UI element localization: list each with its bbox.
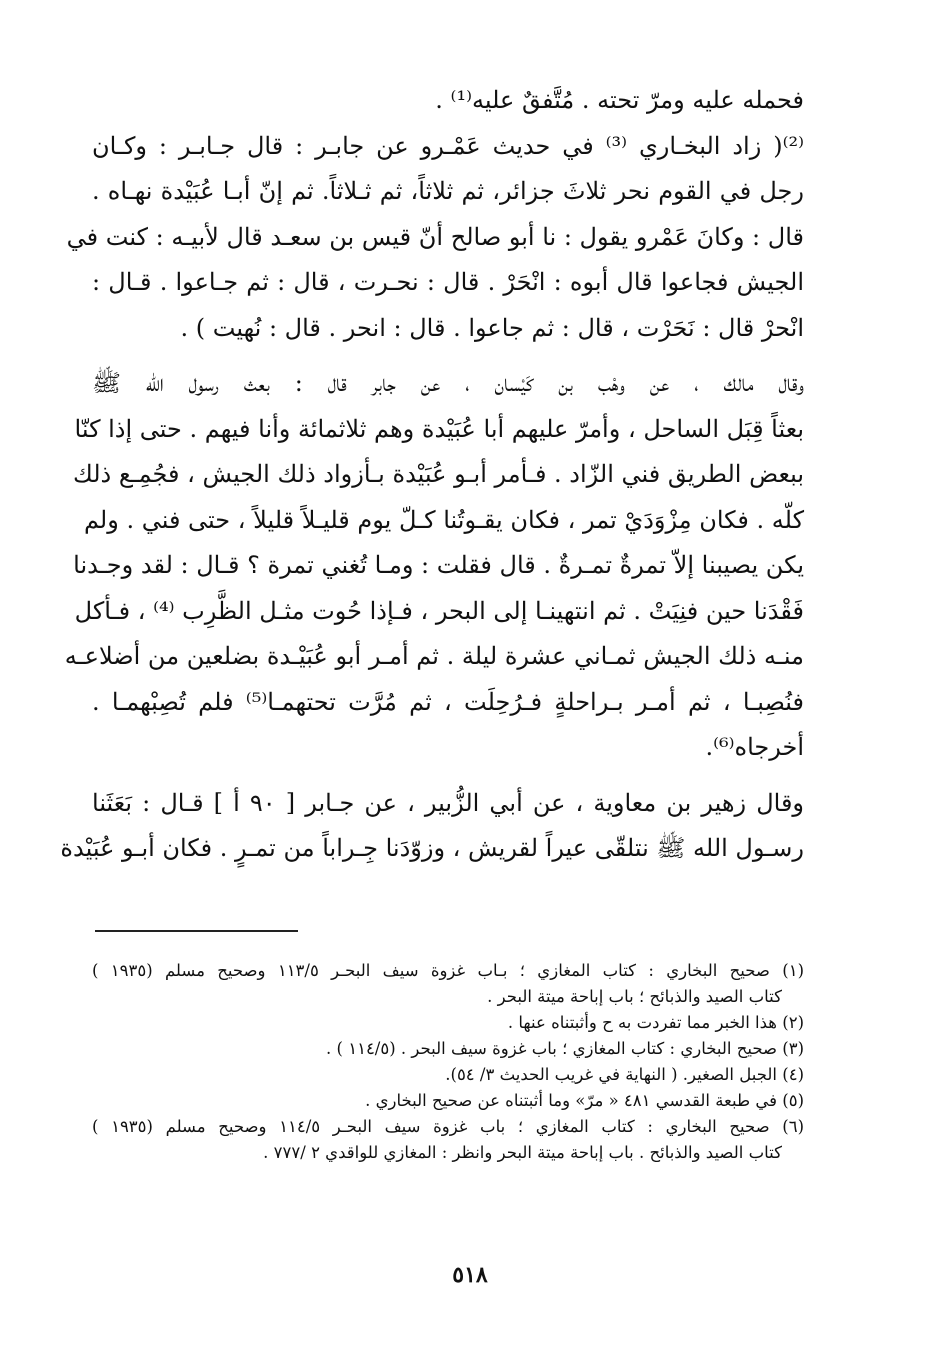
text-line: رجل في القوم نحر ثلاثَ جزائر، ثم ثلاثاً، ثم ثـلاثاً. ثم إنّ أبـا عُبَيْدة نهـاه .	[92, 177, 804, 205]
footnotes	[92, 958, 804, 1166]
text-line: ⁽²⁾( زاد البخـاري ⁽³⁾ في حديث عَمْـرو عن جابـر : قال جـابـر : وكـان	[92, 131, 805, 160]
text-line: رسـول الله ﷺ نتلقّى عيراً لقريش ، وزوّدَنا جِـراباً من تمـرٍ . فكان أبـو عُبَيْدة	[60, 834, 804, 862]
text-line: فحمله عليه ومرّ تحته . مُتَّفقٌ عليه⁽¹⁾ .	[435, 86, 804, 114]
footnote-1-continuation: كتاب الصيد والذبائح ؛ باب إباحة ميتة البحر .	[487, 987, 782, 1006]
paragraph-4	[60, 781, 805, 872]
text-line: قال : وكانَ عَمْرو يقول : نا أبو صالح أنّ قيس بن سعـد قال لأبيـه : كنت في	[66, 222, 804, 251]
paragraph-gap	[92, 351, 804, 361]
footnote-2: (٢) هذا الخبر مما تفردت به ح وأثبتناه عنها .	[507, 1013, 804, 1032]
footnote-6-continuation: كتاب الصيد والذبائح . باب إباحة ميتة البحر وانظر : المغازي للواقدي ٢ /٧٧٧ .	[263, 1143, 782, 1162]
footnote-4: (٤) الجبل الصغير. ( النهاية في غريب الحديث ٣/ ٥٤).	[445, 1065, 804, 1084]
text-line: منـه ذلك الجيش ثمـاني عشرة ليلة . ثم أمـر أبو عُبَيْـدة بضلعين من أضلاعـه	[64, 642, 804, 670]
text-line: وقال مالك ، عن وهْب بن كَيْسان ، عن جابر قال : بعث رسول الله ﷺ	[92, 369, 804, 397]
footnote-separator	[95, 930, 298, 932]
text-line: الجيش فجاعوا قال أبوه : انْحَرْ . قال : نحـرت ، قال : ثم جـاعوا . قـال :	[92, 268, 804, 296]
text-line: فَقْدَنا حين فنِيَتْ . ثم انتهينـا إلى البحر ، فـإذا حُوت مثـل الظَّرِب ⁽⁴⁾ ، فـأكل	[74, 596, 804, 625]
text-line: وقال زهير بن معاوية ، عن أبي الزُّبير ، عن جـابر [ ٩٠ أ ] قـال : بَعَثَنا	[92, 788, 805, 817]
text-line: يكن يصيبنا إلاّ تمرةٌ تمـرةٌ . قال فقلت : ومـا تُغني تمرة ؟ قـال : لقد وجـدنا	[73, 551, 804, 579]
text-line: ببعض الطريق فني الزّاد . فـأمر أبـو عُبَيْدة بـأزواد ذلك الجيش ، فجُمِـع ذلك	[73, 460, 804, 488]
page-number: ٥١٨	[452, 1262, 488, 1288]
footnote-3: (٣) صحيح البخاري : كتاب المغازي ؛ باب غزوة سيف البحر . (١١٤/٥ ) .	[326, 1039, 804, 1058]
footnote-1: (١) صحيح البخاري : كتاب المغازي ؛ بـاب غزوة سيف البحـر ١١٣/٥ وصحيح مسلم (١٩٣٥ )	[92, 961, 804, 980]
paragraph-3	[64, 361, 804, 771]
text-line: انْحرْ قال : نَحَرْت ، قال : ثم جاعوا . قال : انحر . قال : نُهيت ) .	[180, 313, 804, 342]
footnote-5: (٥) في طبعة القدسي ٤٨١ « مرّ» وما أثبتناه عن صحيح البخاري .	[365, 1091, 804, 1110]
paragraph-1	[92, 78, 804, 124]
paragraph-2	[66, 124, 805, 352]
paragraph-gap	[92, 771, 804, 781]
text-line: فنُصِبـا ، ثم أمـر بـراحلةٍ فـرُحِلَت ، ثم مُرَّت تحتهمـا⁽⁵⁾ فلم تُصِبْهمـا .	[92, 687, 804, 716]
text-line: بعثاً قِبَل الساحل ، وأمرّ عليهم أبا عُبَيْدة وهم ثلاثمائة وأنا فيهم . حتى إذا كنّا	[74, 414, 804, 443]
text-line: كلّه . فكان مِزْوَدَيْ تمر ، فكان يقـوتُنا كـلّ يوم قليـلاً قليلاً ، حتى فني . ولم	[83, 505, 804, 534]
text-line: أخرجاه⁽⁶⁾.	[705, 733, 804, 761]
footnote-6: (٦) صحيح البخاري : كتاب المغازي ؛ باب غزوة سيف البحـر ١١٤/٥ وصحيح مسلم (١٩٣٥ )	[92, 1117, 805, 1136]
